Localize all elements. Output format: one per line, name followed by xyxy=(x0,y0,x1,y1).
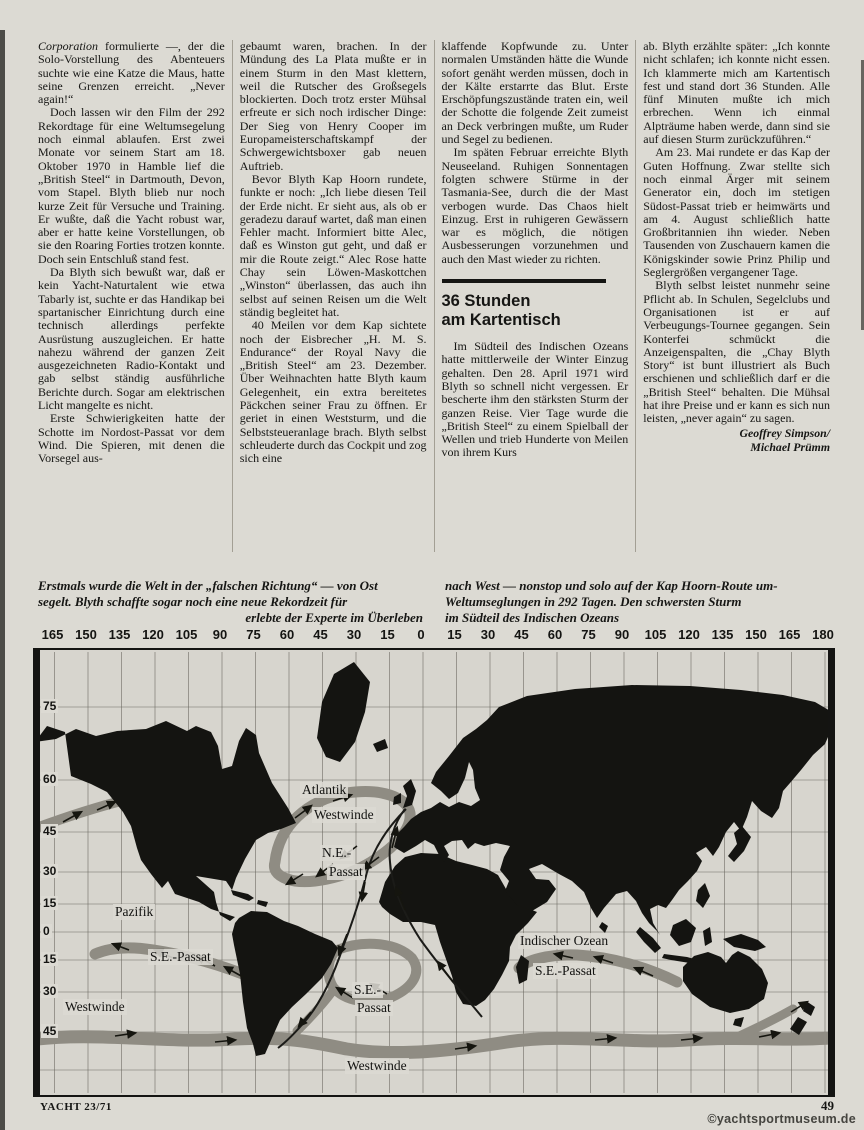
continents xyxy=(35,662,832,1056)
paragraph: klaffende Kopfwunde zu. Unter normalen Umständen hätte die Wunde sofort genäht werden müssen, doch in der Kälte erstarrte das Blut. Erste Erschöpfungszustände traten ein, weil der Schotte die folgende Zeit zumeist an Deck verbringen mußte, um Ruder und Segel zu bedienen. xyxy=(441,39,629,147)
paragraph: Am 23. Mai rundete er das Kap der Guten Hoffnung. Zwar stellte sich noch einmal Ärger mit seinem Generator ein, doch im stetigen Südost-Passat trieb er heimwärts und am 4. August schließlich hatte Großbritannien ihn wieder. Neben Tausenden von Zuschauern kamen die Königskinder sowie Prinz Philip und Seglergrößen vergangener Tage. xyxy=(643,145,830,280)
caption-text: segelt. Blyth schaffte sogar noch eine neue Rekordzeit für xyxy=(38,594,348,609)
map-frame-right xyxy=(828,650,833,1095)
longitude-label: 120 xyxy=(678,627,700,642)
longitude-label: 90 xyxy=(212,627,228,642)
article-column-4 xyxy=(635,40,830,552)
paragraph-text: formulierte —, der die Solo-Vorstellung des Abenteuers suchte wie eine Katze die Maus, hatte seine Grenzen erreicht. „Never again!“ xyxy=(38,39,225,107)
article-column-2 xyxy=(232,40,434,552)
paragraph: gebaumt waren, brachen. In der Mündung des La Plata mußte er in einem Sturm in den Mast klettern, weil die Rutscher des Großsegels blockierten. Doch trotz erster Mühsal erfreute er sich noch irdischer Dinge: Der Sieg von Henry Cooper im Europameisterschaftskampf der Schwergewichtsboxer gab neuen Auftrieb. xyxy=(239,39,427,173)
caption-line-3 xyxy=(38,610,830,626)
byline-author-2: Michael Prümm xyxy=(750,439,830,454)
latitude-label: 30 xyxy=(43,864,57,878)
longitude-label: 150 xyxy=(745,627,767,642)
latitude-label: 45 xyxy=(43,824,57,838)
latitude-label: 15 xyxy=(43,896,57,910)
latitude-label: 15 xyxy=(43,952,57,966)
paragraph: Doch lassen wir den Film der 292 Rekordtage für eine Weltumsegelung noch einmal ablaufen. Erst zwei Monate vor seinem Start am 18. Oktober 1970 in Hamble lief die „British Steel“ in Dartmouth, Devon, vom Stapel. Blyth blieb nur noch kurze Zeit für Versuche und Training. Er wußte, daß die Yacht robust war, aber er hatte keine Vorstellungen, ob sie den Roaring Forties trotzen konnte. Doch sein Entschluß stand fest. xyxy=(38,105,225,266)
map-region-label: S.E.-Passat xyxy=(150,949,211,964)
paragraph xyxy=(38,40,225,106)
longitude-label: 45 xyxy=(313,627,328,642)
magazine-issue: YACHT 23/71 xyxy=(40,1101,112,1113)
longitude-label: 135 xyxy=(711,627,734,642)
latitude-label: 0 xyxy=(43,924,50,938)
latitude-label: 75 xyxy=(43,699,57,713)
longitude-label: 60 xyxy=(547,627,563,642)
article-body xyxy=(38,40,830,552)
map-region-label: Pazifik xyxy=(115,904,154,919)
paragraph: ab. Blyth erzählte später: „Ich konnte nicht schlafen; ich konnte nicht essen. Ich klammerte mich am Kartentisch fest und stand dort 36 Stunden. Alle fünf Minuten mußte ich mich erbrechen. Wenn ich einmal Alpträume haben werde, dann sind sie auf diesen Sturm zurückzuführen.“ xyxy=(643,39,830,147)
longitude-label: 15 xyxy=(380,627,395,642)
map-region-label: N.E.- xyxy=(322,845,352,860)
map-region-label: Passat xyxy=(357,1000,391,1015)
longitude-label: 15 xyxy=(447,627,462,642)
map-region-label: S.E.- xyxy=(354,982,381,997)
map-region-label: Passat xyxy=(329,864,363,879)
longitude-label: 30 xyxy=(346,627,362,642)
caption-text: im Südteil des Indischen Ozeans xyxy=(445,610,620,625)
longitude-label: 120 xyxy=(142,627,164,642)
map-region-label: Atlantik xyxy=(302,782,347,797)
caption-text: Erstmals wurde die Welt in der „falschen Richtung“ — von Ost xyxy=(38,578,378,593)
latitude-label: 45 xyxy=(43,1024,57,1038)
longitude-label: 90 xyxy=(614,627,630,642)
watermark: ©yachtsportmuseum.de xyxy=(707,1112,856,1126)
paragraph: Da Blyth sich bewußt war, daß er kein Yacht-Naturtalent wie etwa Tabarly ist, suchte er das Handikap bei spartanischer Einrichtung durch eine technisch allerdings perfekte Ausrüstung auszugleichen. Er hatte nahezu während der ganzen Zeit ausgezeichneten Radio-Kontakt und gab selbst ständig ausführliche Berichte durch. Sogar am elektrischen Licht mangelte es nicht. xyxy=(38,265,225,413)
map-frame-left xyxy=(35,650,40,1095)
longitude-axis xyxy=(33,627,834,645)
map-region-label: Westwinde xyxy=(347,1058,407,1073)
longitude-label: 75 xyxy=(246,627,261,642)
paragraph: Im späten Februar erreichte Blyth Neuseeland. Ruhigen Sonnentagen folgten schwere Stürme in der Tasmania-See, durch die der Mast verbogen wurde. Das Chaos hielt Einzug. Erst in ruhigeren Gewässern war es möglich, die nötigen Ausbesserungen vorzunehmen und auch den Mast wieder zu richten. xyxy=(441,145,629,266)
section-heading xyxy=(442,279,606,330)
byline xyxy=(643,426,830,454)
article-column-1 xyxy=(38,40,232,552)
longitude-label: 30 xyxy=(480,627,496,642)
longitude-label: 135 xyxy=(108,627,131,642)
map-region-label: Indischer Ozean xyxy=(520,933,609,948)
article-column-3 xyxy=(434,40,636,552)
longitude-label: 105 xyxy=(644,627,667,642)
longitude-label: 0 xyxy=(417,627,425,642)
longitude-label: 150 xyxy=(75,627,97,642)
page-number: 49 xyxy=(821,1098,834,1113)
world-map-graphic xyxy=(35,650,833,1095)
longitude-label: 75 xyxy=(581,627,596,642)
byline-author-1: Geoffrey Simpson/ xyxy=(739,425,830,440)
caption-text: erlebte der Experte im Überleben xyxy=(245,610,423,625)
longitude-label: 165 xyxy=(778,627,801,642)
paragraph: Erste Schwierigkeiten hatte der Schotte im Nordost-Passat vor dem Wind. Die Spieren, mit denen die Vorsegel aus- xyxy=(38,411,225,466)
map-caption xyxy=(38,578,830,626)
world-map xyxy=(33,648,835,1097)
longitude-label: 60 xyxy=(279,627,295,642)
map-region-label: S.E.-Passat xyxy=(535,963,596,978)
longitude-label: 180 xyxy=(812,627,834,642)
map-region-label: Westwinde xyxy=(65,999,125,1014)
longitude-label: 45 xyxy=(514,627,529,642)
longitude-label: 165 xyxy=(41,627,64,642)
map-region-label: Westwinde xyxy=(314,807,374,822)
section-heading-line2: am Kartentisch xyxy=(441,311,561,330)
paragraph: Blyth selbst leistet nunmehr seine Pflicht ab. In Schulen, Segelclubs und Organisationen ist er auf Verbeugungs-Tournee gegangen. Sein Konterfei schmückt die Anzeigenspalten, die „Chay Blyth Story“ ist bunt illustriert als Buch erschienen und schließlich darf er die „British Steel“ behalten. Die Mühsal hat ihre Preise und er kann es sich nun leisten, „never again“ zu sagen. xyxy=(643,278,830,426)
latitude-label: 30 xyxy=(43,984,57,998)
latitude-label: 60 xyxy=(43,772,57,786)
paragraph: Bevor Blyth Kap Hoorn rundete, funkte er noch: „Ich liebe diesen Teil der Erde nicht. Er sieht aus, als ob er geradezu darauf wartet, daß man einen Fehler macht. Informiert bitte Alec, daß es Winston gut geht, und daß er mir die Route zeigt.“ Alec Rose hatte Chay sein Löwen-Maskottchen „Winston“ überlassen, das auch ihn selbst auf seinen Reisen um die Welt ständig begleitet hat. xyxy=(239,171,427,319)
paragraph: Im Südteil des Indischen Ozeans hatte mittlerweile der Winter Einzug gehalten. Den 28. April 1971 wird Blyth so schnell nicht vergessen. Er bescherte ihm den stärksten Sturm der ganzen Reise. Vier Tage wurde die „British Steel“ zu einem Spielball der Wellen und trieb Hunderte von Meilen von ihrem Kurs xyxy=(441,339,629,460)
caption-text: nach West — nonstop und solo auf der Kap Hoorn-Route um- xyxy=(445,578,778,593)
italic-lead-word: Corporation xyxy=(38,39,99,53)
section-heading-line1: 36 Stunden xyxy=(441,292,531,311)
caption-line-1 xyxy=(38,578,830,594)
longitude-label: 105 xyxy=(175,627,198,642)
paragraph: 40 Meilen vor dem Kap sichtete noch der Eisbrecher „H. M. S. Endurance“ der Royal Navy die „British Steel“ am 23. Dezember. Über Weihnachten hatte Blyth kaum Gelegenheit, ein extra bereitetes Päckchen seiner Frau zu öffnen. Er geriet in einen Weststurm, und die Selbststeueranlage brach. Blyth selbst schleuderte durch das Cockpit und zog sich eine xyxy=(239,318,427,466)
scan-edge-left xyxy=(0,30,5,1130)
caption-line-2 xyxy=(38,594,830,610)
caption-text: Weltumseglungen in 292 Tagen. Den schwersten Sturm xyxy=(445,594,742,609)
